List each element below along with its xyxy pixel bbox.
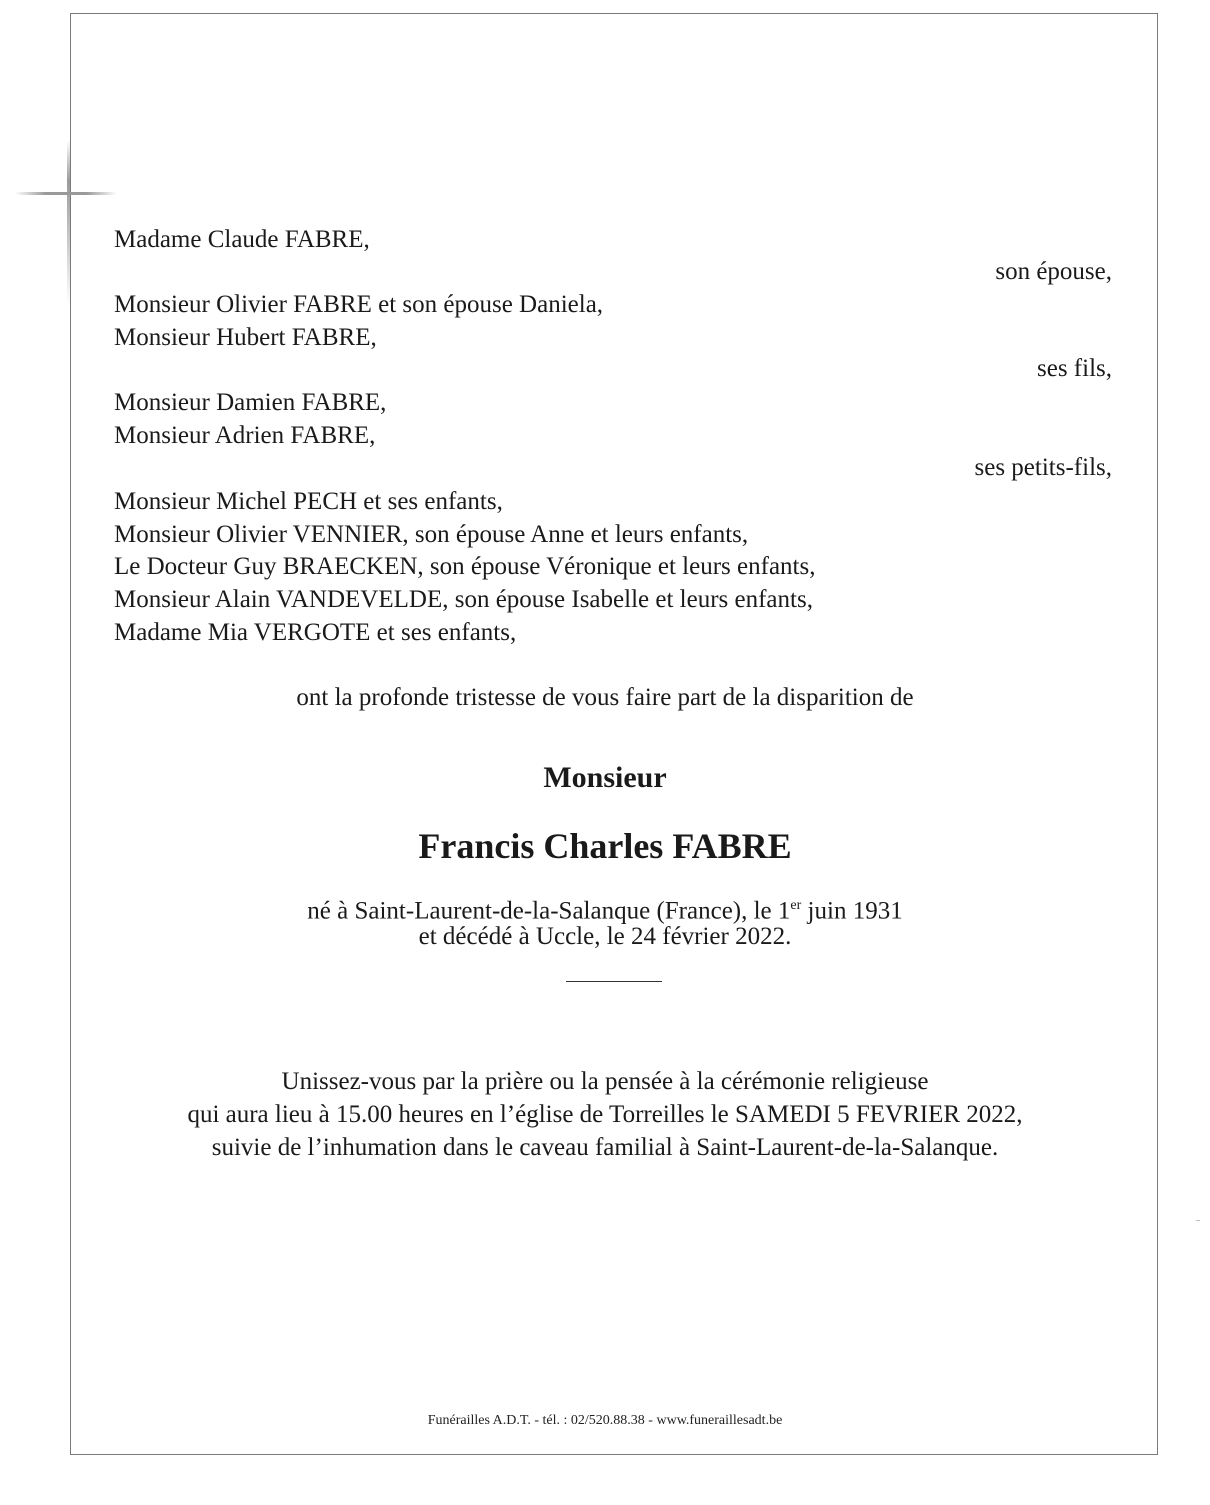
scan-mark [1196, 1220, 1200, 1221]
spouse-name: Madame Claude FABRE, [114, 226, 370, 253]
ceremony-line: qui aura lieu à 15.00 heures en l’église de Torreilles le SAMEDI 5 FEVRIER 2022, [187, 1101, 1023, 1128]
birth-prefix: né à Saint-Laurent-de-la-Salanque (France), le 1 [307, 897, 791, 925]
son-line: Monsieur Olivier FABRE et son épouse Daniela, [114, 291, 604, 318]
sons-label: ses fils, [1037, 355, 1112, 382]
relative-line: Monsieur Michel PECH et ses enfants, [114, 488, 503, 515]
birth-ordinal: er [790, 898, 802, 913]
relative-line: Madame Mia VERGOTE et ses enfants, [114, 619, 517, 646]
relative-line: Monsieur Alain VANDEVELDE, son épouse Isabelle et leurs enfants, [114, 586, 813, 613]
footer-contact: Funérailles A.D.T. - tél. : 02/520.88.38 - www.funeraillesadt.be [427, 1413, 783, 1428]
deceased-name: Francis Charles FABRE [418, 826, 792, 866]
ceremony-line: suivie de l’inhumation dans le caveau familial à Saint-Laurent-de-la-Salanque. [211, 1134, 999, 1161]
divider-line [566, 981, 662, 982]
relative-line: Monsieur Olivier VENNIER, son épouse Anne et leurs enfants, [114, 521, 749, 548]
grandsons-label: ses petits-fils, [974, 454, 1112, 481]
announcement-text: ont la profonde tristesse de vous faire part de la disparition de [296, 684, 914, 711]
death-line: et décédé à Uccle, le 24 février 2022. [418, 923, 792, 950]
cross-vertical-bar [67, 140, 70, 305]
deceased-title: Monsieur [543, 761, 667, 794]
birth-suffix: juin 1931 [801, 897, 903, 925]
cross-horizontal-bar [15, 192, 117, 195]
relative-line: Le Docteur Guy BRAECKEN, son épouse Véronique et leurs enfants, [114, 553, 816, 580]
son-line: Monsieur Hubert FABRE, [114, 324, 377, 351]
grandson-line: Monsieur Adrien FABRE, [114, 422, 376, 449]
ceremony-line: Unissez-vous par la prière ou la pensée à la cérémonie religieuse [281, 1068, 929, 1095]
spouse-label: son épouse, [995, 258, 1112, 285]
grandson-line: Monsieur Damien FABRE, [114, 389, 387, 416]
